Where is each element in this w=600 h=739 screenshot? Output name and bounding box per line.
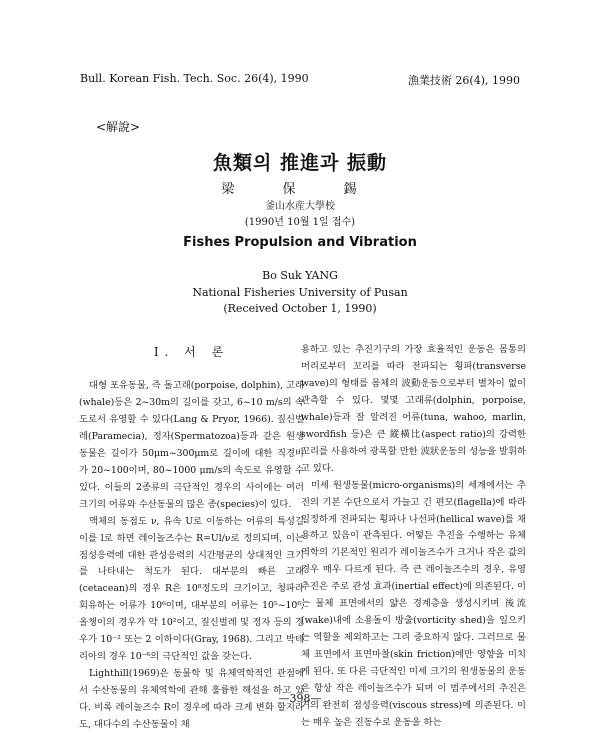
title-english: Fishes Propulsion and Vibration bbox=[183, 235, 417, 250]
paragraph: 미세 원생동물(micro-organisms)의 세계에서는 추진의 기본 수단으로서 가늘고 긴 편모(flagella)에 따라 일정하게 전파되는 횡파나 나선파(hellical wave)를 채용하고 있음이 관측된다. 어떻든 추진을 수행하는 유체역학의 기본적인 원리가 레이놀즈수가 크거나 작은 값의 경우 매우 다르게 된다. 즉 큰 레이놀즈수의 경우, 유영 추진은 주로 관성 효과(inertial effect)에 의존된다. 이는 물체 표면에서의 얇은 경계층을 생성시키며 後流(wake)내에 소용돌이 방출(vorticity shed)을 일으키는 역할을 제외하고는 그리 중요하지 않다. 그러므로 물체 표면에서 표면마찰(skin friction)에만 영향을 미치게 된다. 또 다른 극단적인 미세 크기의 원생동물의 운동은 항상 작은 레이놀즈수가 되며 이 범주에서의 추진은 거의 완전히 점성응력(viscous stress)에 의존된다. 이는 매우 높은 진동수로 운동을 하는 bbox=[301, 479, 526, 728]
title-korean: 魚類의 推進과 振動 bbox=[213, 152, 387, 174]
author-korean: 梁 保 錫 bbox=[221, 182, 379, 197]
paragraph: 용하고 있는 추진기구의 가장 효율적인 운동은 몸통의 머리로부터 꼬리를 따라 전파되는 횡파(transverse wave)의 형태를 몸체의 波動운동으로부터 별차이 없이 관측할 수 있다. 몇몇 고래류(dolphin, porpoise, whale)등과 잘 알려진 어류(tuna, wahoo, marlin, swordfish 등)은 큰 縱橫比(aspect ratio)의 강력한 꼬리를 사용하여 광폭할 만한 波狀운동의 성능을 발휘하고 있다. bbox=[301, 344, 526, 474]
paragraph: 액체의 동점도 ν, 유속 U로 이동하는 어류의 특성길이를 l로 하면 레이놀즈수는 R=Ul/ν로 정의되며, 이는 점성응력에 대한 관성응력의 시간평균의 상대적인 크기를 나타내는 척도가 된다. 대부분의 빠른 고래(cetacean)의 경우 R은 10⁸정도의 크기이고, 청파라 회유하는 어류가 10⁶이며, 대부분의 어류는 10⁵~10⁶, 올챙이의 경우가 약 10²이고, 짚신벌레 및 정자 등의 경우가 10⁻² 또는 2 이하이다(Gray, 1968). 그리고 박테리아의 경우 10⁻⁶의 극단적인 값을 갖는다. bbox=[79, 515, 304, 663]
journal-header-kr: 漁業技術 26(4), 1990 bbox=[407, 74, 520, 87]
body-column-right bbox=[301, 342, 526, 732]
affiliation-english: National Fisheries University of Pusan bbox=[192, 286, 408, 299]
section-heading: I. 서 론 bbox=[153, 345, 230, 359]
received-date-korean: (1990년 10월 1일 접수) bbox=[244, 217, 356, 228]
affiliation-korean: 釜山水産大學校 bbox=[265, 201, 335, 212]
body-column-left bbox=[79, 342, 304, 734]
page-number: —398— bbox=[278, 692, 322, 705]
author-english: Bo Suk YANG bbox=[262, 269, 338, 282]
journal-header-en: Bull. Korean Fish. Tech. Soc. 26(4), 1990 bbox=[80, 72, 309, 85]
paragraph: 대형 포유동물, 즉 돌고래(porpoise, dolphin), 고래(whale)등은 2~30m의 길이를 갖고, 6~10 m/s의 속도로서 유영할 수 있다(Lang & Pryor, 1966). 짚신벌레(Paramecia), 정자(Spermatozoa)등과 같은 원생동물은 길이가 50μm~300μm로 길이에 대한 직경비가 20~100이며, 80~1000 μm/s의 속도로 유영할 수 있다. 이들의 2종류의 극단적인 경우의 사이에는 여러 크기의 어류와 수산동물의 많은 종(species)이 있다. bbox=[79, 380, 304, 510]
article-category: <解說> bbox=[96, 120, 141, 134]
received-date-english: (Received October 1, 1990) bbox=[223, 302, 377, 315]
paragraph: Lighthill(1969)은 동물학 및 유체역학적인 관점에서 수산동물의 유체역학에 관해 훌륭한 해설을 하고 있다. 비록 레이놀즈수 R이 경우에 따라 크게 변화 할지라도, 대다수의 수산동물이 채 bbox=[79, 668, 304, 731]
